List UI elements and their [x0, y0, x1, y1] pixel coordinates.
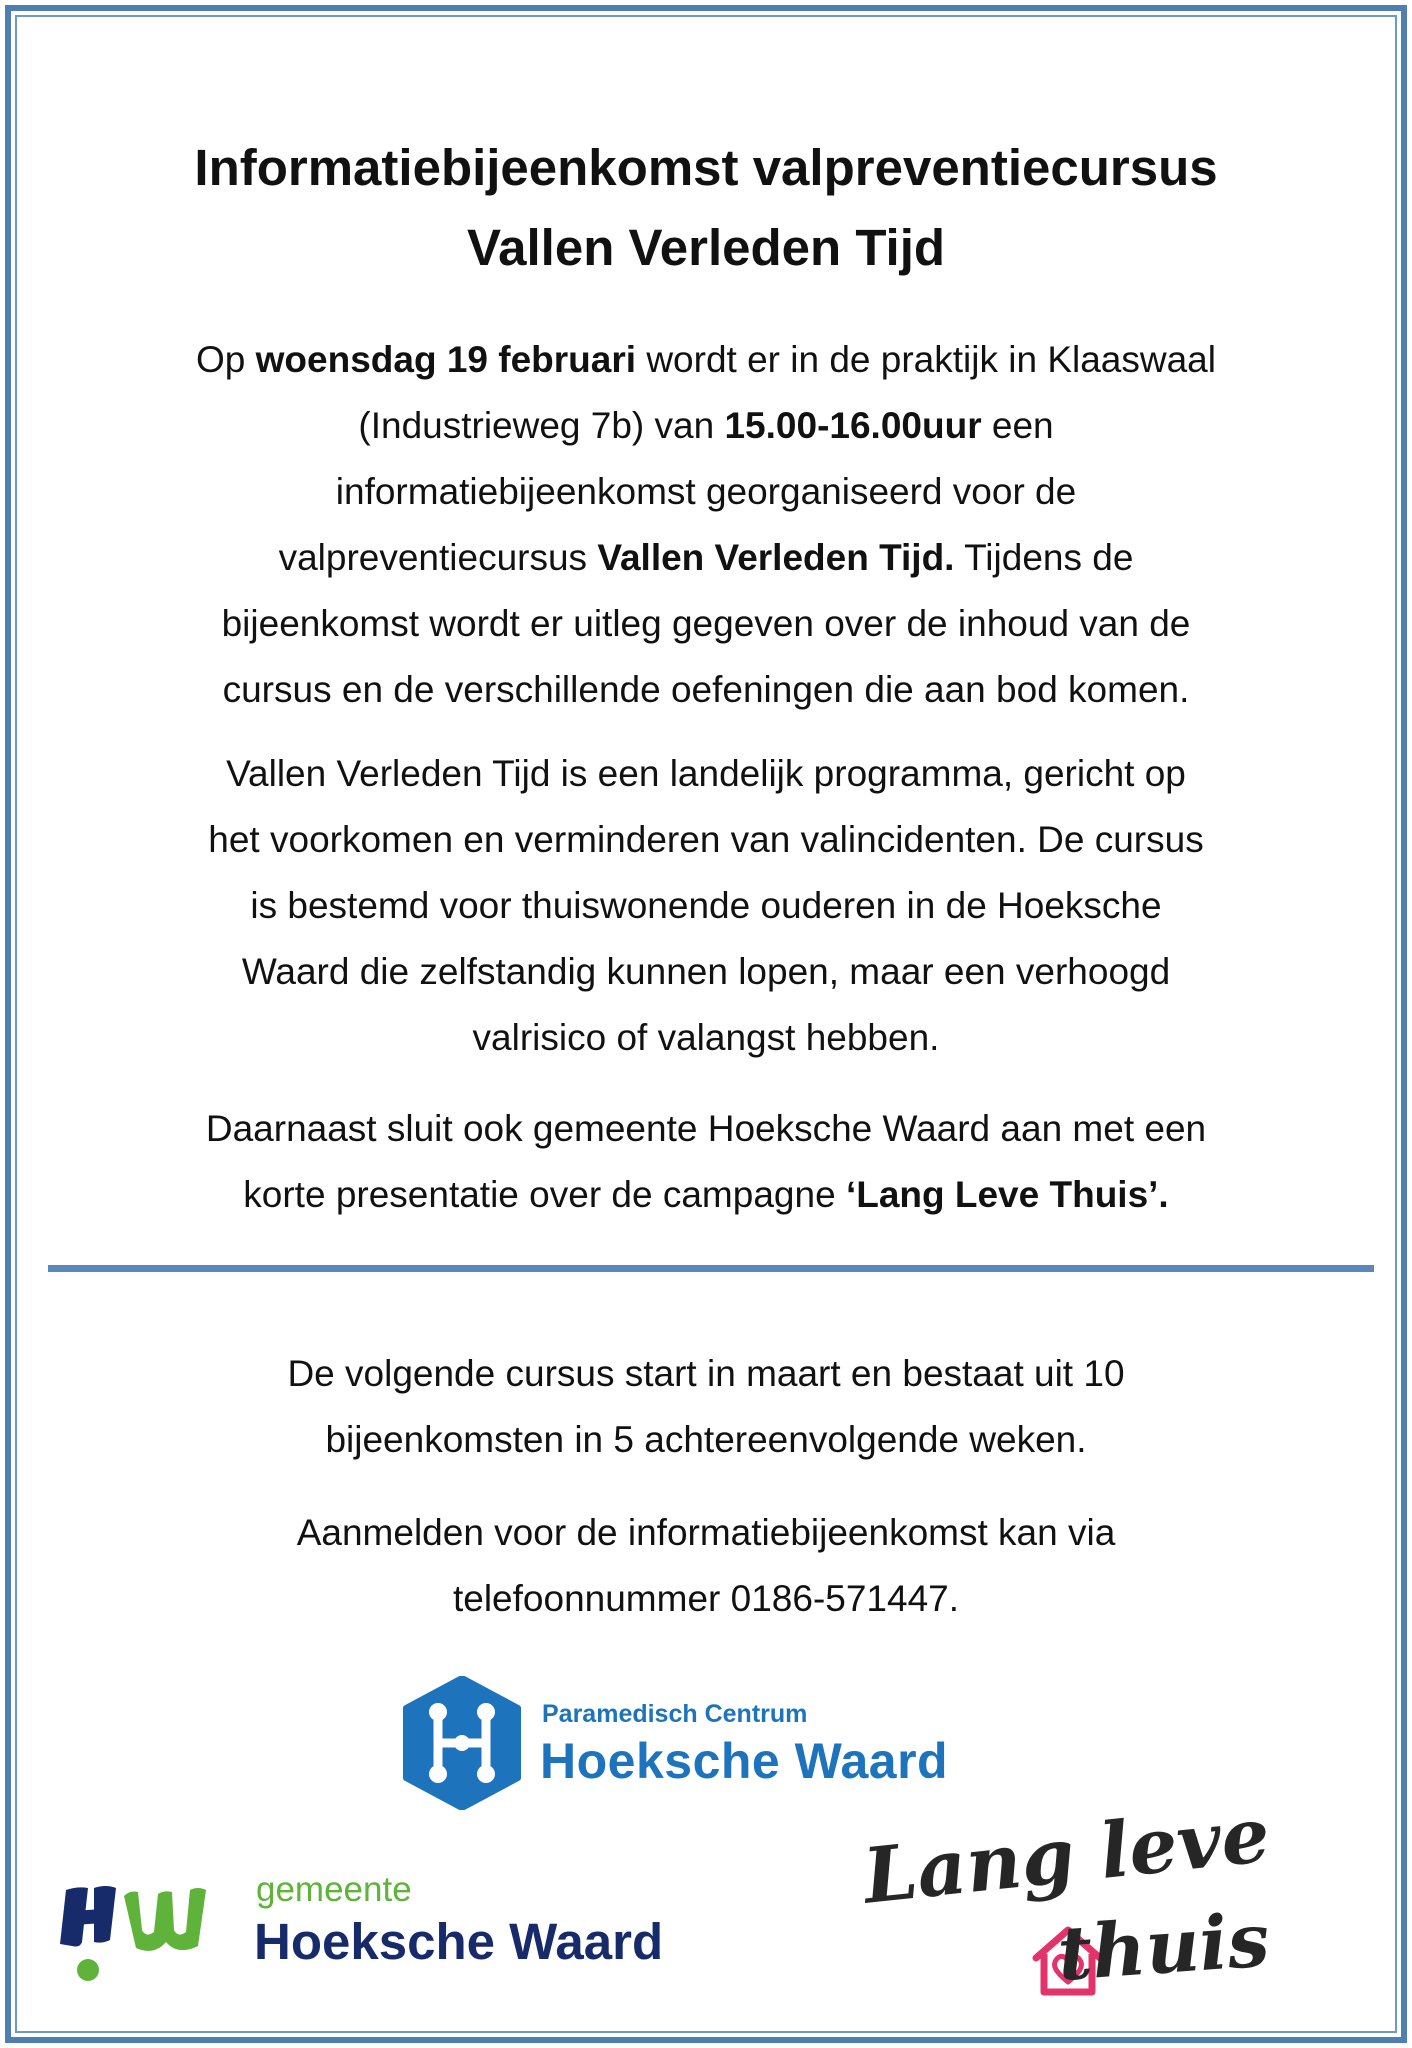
section-divider: [48, 1265, 1374, 1272]
text: een: [981, 405, 1054, 446]
next-course-line-1: De volgende cursus start in maart en bestaat uit 10: [287, 1353, 1125, 1394]
intro-line-2: [90, 393, 1322, 459]
signup-paragraph: [90, 1500, 1322, 1632]
program-line-1: Vallen Verleden Tijd is een landelijk programma, gericht op: [226, 753, 1186, 794]
text: korte presentatie over de campagne: [243, 1174, 846, 1215]
campaign-paragraph: [90, 1096, 1322, 1228]
course-name: Vallen Verleden Tijd.: [597, 537, 955, 578]
program-line-5: valrisico of valangst hebben.: [472, 1017, 940, 1058]
next-course-line-2: bijeenkomsten in 5 achtereenvolgende weken.: [325, 1419, 1087, 1460]
intro-line-6: cursus en de verschillende oefeningen die aan bod komen.: [222, 669, 1190, 710]
thuis-text: thuis: [1055, 1897, 1273, 1998]
intro-line-5: bijeenkomst wordt er uitleg gegeven over de inhoud van de: [221, 603, 1191, 644]
gemeente-name: Hoeksche Waard: [254, 1913, 664, 1970]
gemeente-label: gemeente: [256, 1870, 412, 1909]
event-time: 15.00-16.00uur: [724, 405, 982, 446]
intro-line-4: [90, 525, 1322, 591]
next-course-paragraph: [90, 1341, 1322, 1473]
paramedisch-subtitle: Paramedisch Centrum: [542, 1700, 808, 1728]
title-line-1: Informatiebijeenkomst valpreventiecursus: [194, 139, 1218, 196]
program-line-4: Waard die zelfstandig kunnen lopen, maar een verhoogd: [241, 951, 1171, 992]
program-paragraph: [90, 741, 1322, 1071]
signup-line-1: Aanmelden voor de informatiebijeenkomst kan via: [296, 1512, 1116, 1553]
event-date: woensdag 19 februari: [255, 339, 637, 380]
gemeente-hoeksche-waard-logo: [58, 1860, 698, 1990]
paramedisch-name: Hoeksche Waard: [540, 1733, 949, 1789]
text: Op: [196, 339, 256, 380]
text: valpreventiecursus: [278, 537, 598, 578]
signup-line-2: telefoonnummer 0186-571447.: [452, 1578, 960, 1619]
hw-mark-icon: [58, 1860, 238, 1990]
campaign-name: ‘Lang Leve Thuis’.: [845, 1174, 1169, 1215]
page-title: [80, 128, 1332, 288]
program-line-2: het voorkomen en verminderen van valincidenten. De cursus: [208, 819, 1204, 860]
text: Tijdens de: [954, 537, 1134, 578]
campaign-line-1: Daarnaast sluit ook gemeente Hoeksche Waard aan met een: [205, 1108, 1207, 1149]
campaign-line-2: [90, 1162, 1322, 1228]
lang-leve-thuis-logo: [858, 1789, 1328, 2020]
paramedisch-centrum-logo: [400, 1672, 1000, 1812]
hexagon-h-icon: [400, 1676, 524, 1810]
text: (Industrieweg 7b) van: [358, 405, 725, 446]
intro-paragraph: [90, 327, 1322, 723]
intro-line-1: [90, 327, 1322, 393]
text: wordt er in de praktijk in Klaaswaal: [636, 339, 1216, 380]
program-line-3: is bestemd voor thuiswonende ouderen in de Hoeksche: [250, 885, 1162, 926]
lang-leve-text: Lang leve: [859, 1789, 1274, 1921]
title-line-2: Vallen Verleden Tijd: [466, 219, 946, 276]
intro-line-3: informatiebijeenkomst georganiseerd voor de: [335, 471, 1077, 512]
